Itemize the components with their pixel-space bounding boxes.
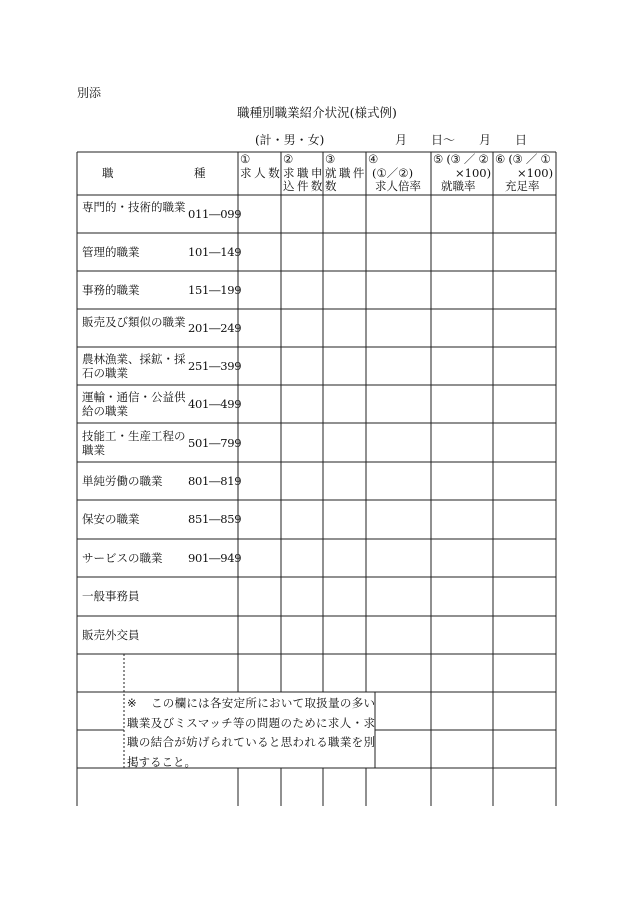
table-row-code: 151―199 <box>188 283 242 297</box>
table-row-name: 専門的・技術的職業 <box>82 200 186 214</box>
header-c6-multiplier: ×100) <box>517 166 554 180</box>
header-c6-formula: ⑥ (③ ／ ① <box>495 152 551 166</box>
header-c5-formula: ⑤ (③ ／ ② <box>433 152 489 166</box>
header-ratio-label: 求人倍率 <box>375 179 421 193</box>
annex-label: 別添 <box>77 86 102 100</box>
header-employment-rate: 就職率 <box>441 179 476 193</box>
table-row-name: 単純労働の職業 <box>82 474 163 488</box>
table-row-name: 保安の職業 <box>82 512 140 526</box>
table-row-code: 201―249 <box>188 321 242 335</box>
table-row-name: 販売外交員 <box>82 628 140 642</box>
header-c1-number: ① <box>240 152 251 166</box>
document-title: 職種別職業紹介状況(様式例) <box>237 105 397 120</box>
header-c5-multiplier: ×100) <box>455 166 492 180</box>
subtitle-gender: (計・男・女) <box>255 133 325 147</box>
table-row-name: 事務的職業 <box>82 283 140 297</box>
table-row-code: 901―949 <box>188 551 242 565</box>
footnote <box>127 694 375 772</box>
table-row-code: 251―399 <box>188 359 242 373</box>
reference-mark: ※ <box>127 696 137 710</box>
table-row-name: 技能工・生産工程の職業 <box>82 429 186 457</box>
header-applications-line1: 求 職 申 <box>283 166 322 180</box>
footnote-text: この欄には各安定所において取扱量の多い職業及びミスマッチ等の問題のために求人・求職の結合が妨げられていると思われる職業を別掲すること。 <box>127 696 376 769</box>
table-row-code: 801―819 <box>188 474 242 488</box>
header-applications-line2: 込 件 数 <box>283 179 322 193</box>
header-fill-rate: 充足率 <box>505 179 540 193</box>
subtitle-period: 月 日～ 月 日 <box>395 133 528 147</box>
table-row-name: 農林漁業、採鉱・採石の職業 <box>82 352 186 380</box>
table-row-code: 501―799 <box>188 436 242 450</box>
header-c4-number: ④ <box>368 152 379 166</box>
table-row-code: 851―859 <box>188 512 242 526</box>
table-row-name: 販売及び類似の職業 <box>82 315 186 329</box>
header-c3-number: ③ <box>325 152 336 166</box>
table-row-name: 一般事務員 <box>82 589 140 603</box>
header-job-offers: 求 人 数 <box>240 166 280 180</box>
header-c2-number: ② <box>283 152 294 166</box>
table-row-name: サービスの職業 <box>82 551 163 565</box>
header-occupation: 職 種 <box>102 166 206 180</box>
table-row-code: 011―099 <box>188 207 242 221</box>
header-placements: 就 職 件数 <box>325 166 364 193</box>
table-row-name: 管理的職業 <box>82 245 140 259</box>
header-ratio-formula: (①／②) <box>372 166 414 180</box>
table-row-code: 101―149 <box>188 245 242 259</box>
table-row-code: 401―499 <box>188 397 242 411</box>
table-row-name: 運輸・通信・公益供給の職業 <box>82 390 186 418</box>
